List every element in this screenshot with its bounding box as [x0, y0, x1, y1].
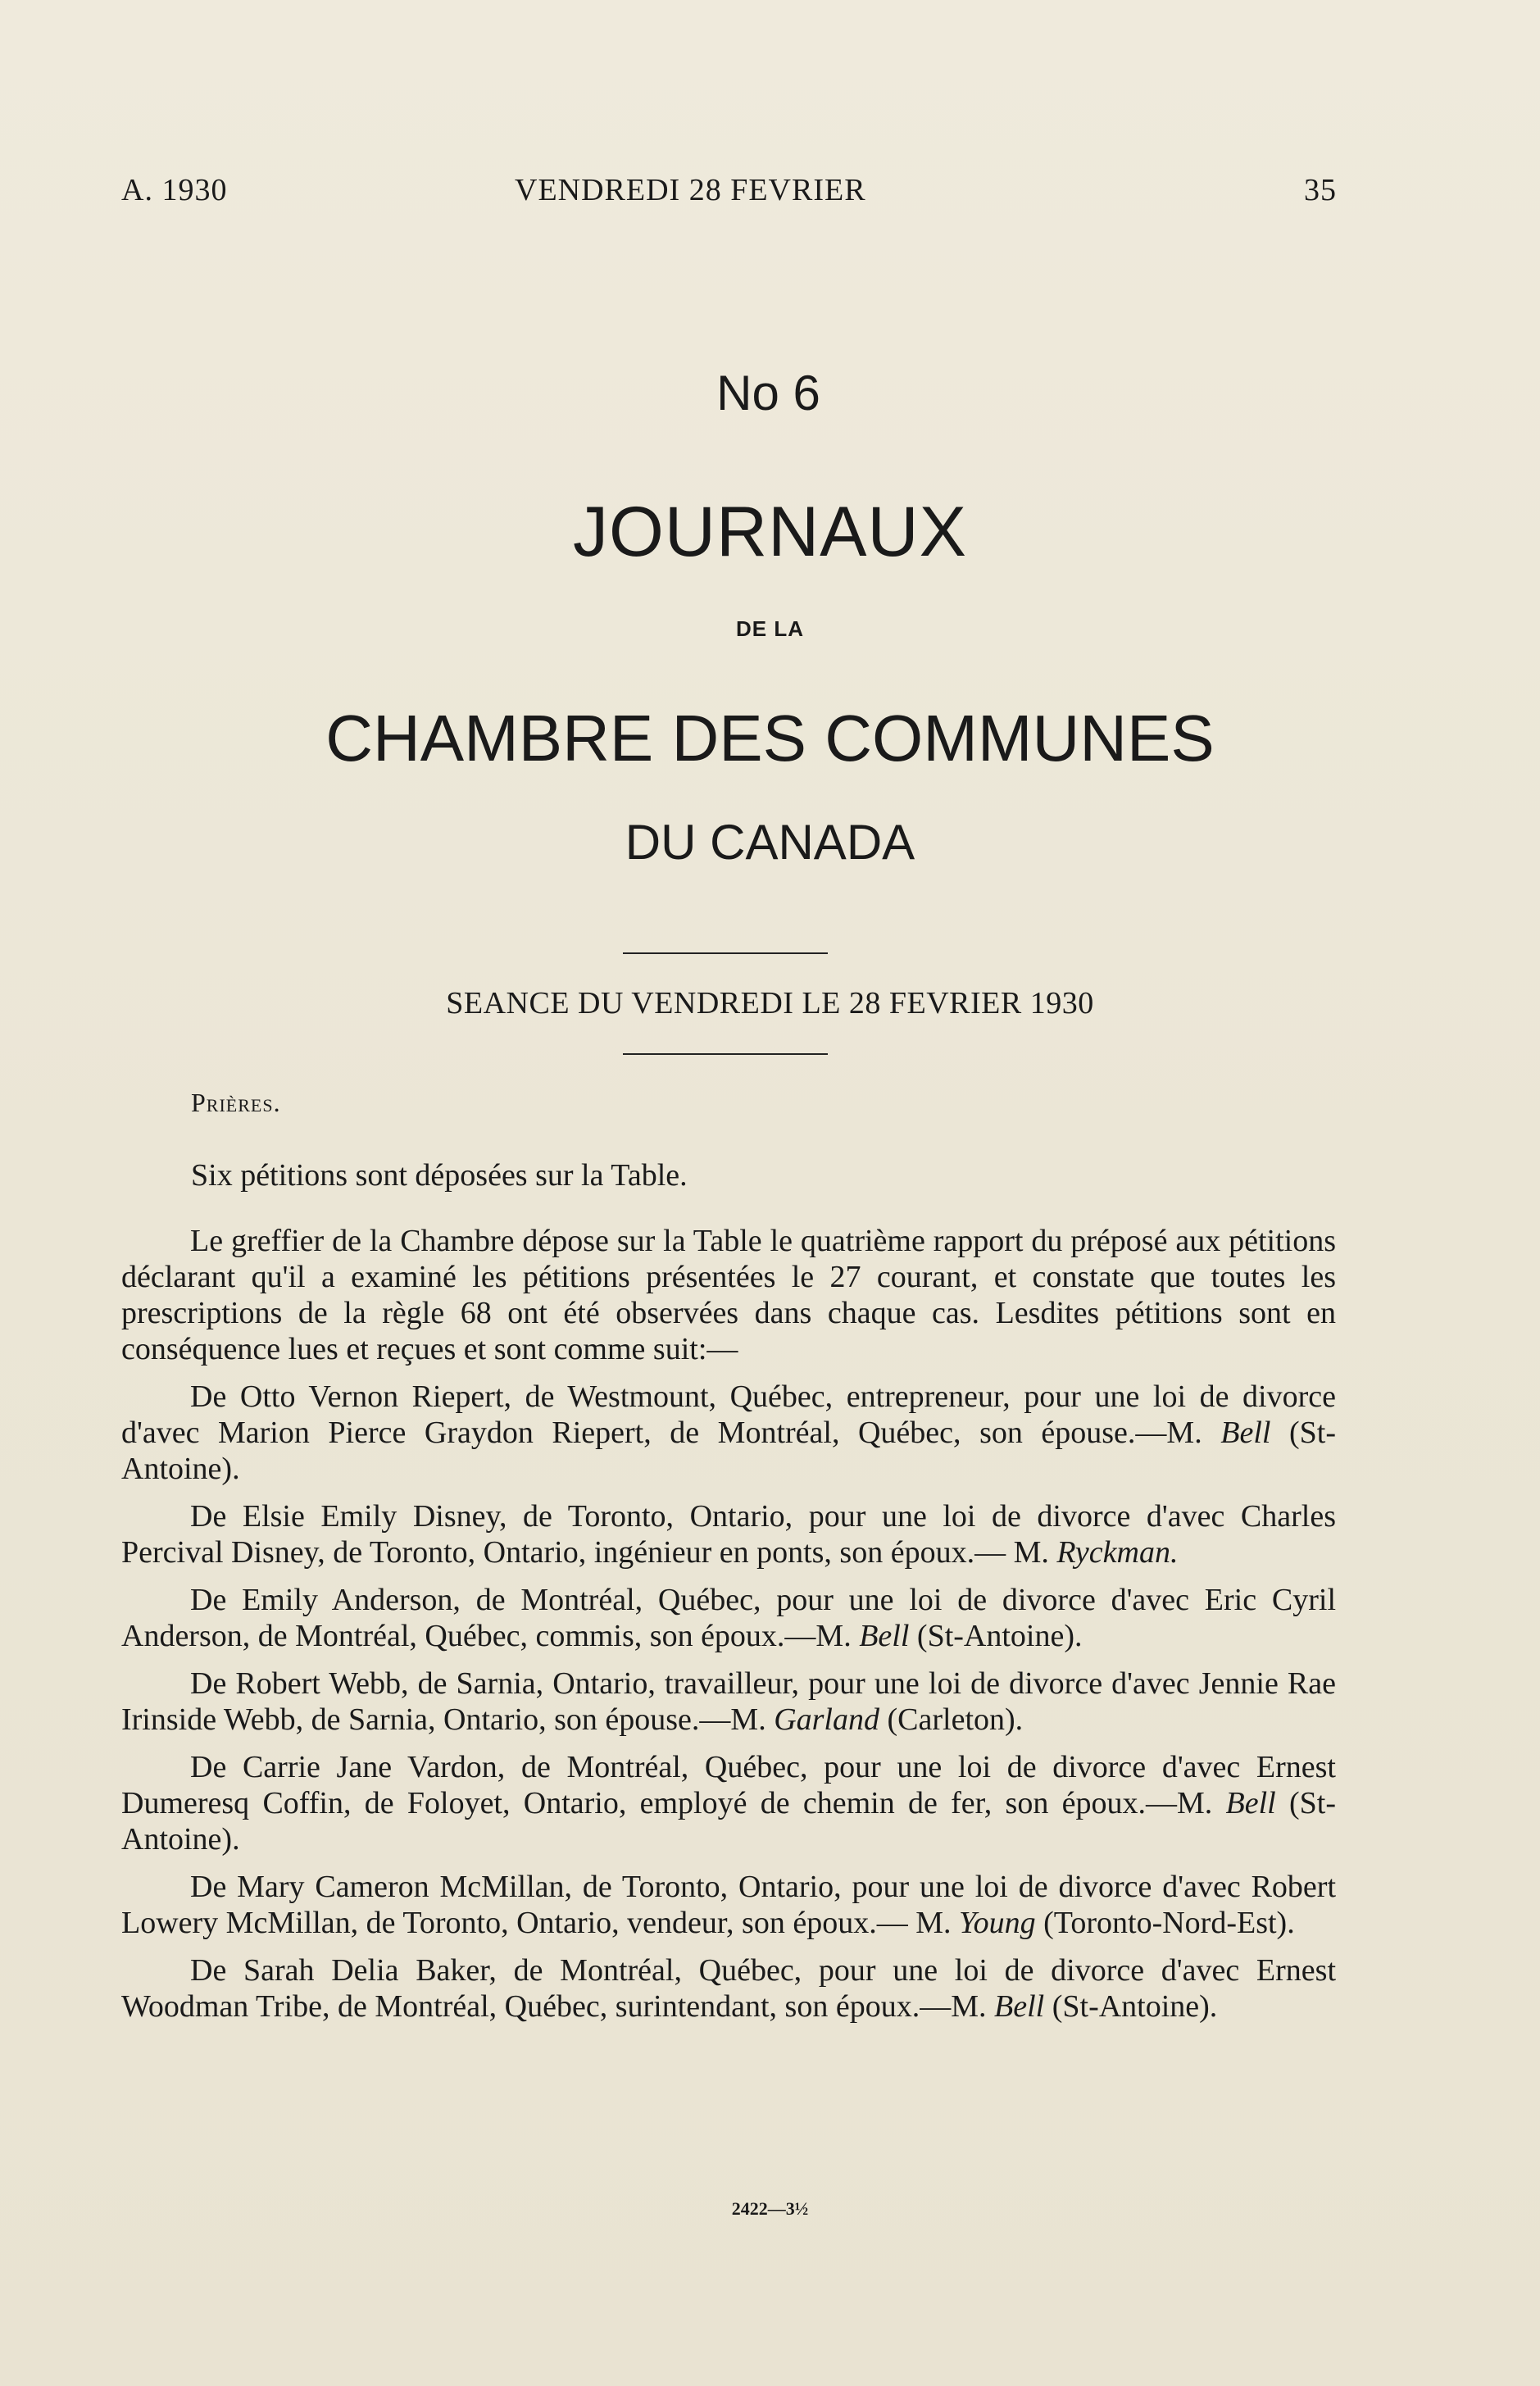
petition-text: De Emily Anderson, de Montréal, Québec, pour une loi de divorce d'avec Eric Cyril Anderson, de Montréal, Québec, commis, son époux.—M. [121, 1583, 1336, 1653]
petition-item [121, 1582, 1336, 1654]
page-number: 35 [1304, 173, 1337, 207]
header-year: A. 1930 [121, 173, 228, 207]
petition-item [121, 1749, 1336, 1857]
petition-text: De Mary Cameron McMillan, de Toronto, Ontario, pour une loi de divorce d'avec Robert Lowery McMillan, de Toronto, Ontario, vendeur, son époux.— M. [121, 1870, 1336, 1940]
divider-bottom [623, 1053, 828, 1055]
petition-text: De Robert Webb, de Sarnia, Ontario, travailleur, pour une loi de divorce d'avec Jennie Rae Irinside Webb, de Sarnia, Ontario, son épouse.—M. [121, 1666, 1336, 1737]
chamber-title: CHAMBRE DES COMMUNES [325, 702, 1215, 775]
petitions-tabled: Six pétitions sont déposées sur la Table. [191, 1158, 688, 1193]
journal-title: JOURNAUX [572, 493, 968, 571]
country-title: DU CANADA [625, 815, 915, 870]
petition-item [121, 1952, 1336, 2025]
petition-item [121, 1666, 1336, 1738]
title-connector: DE LA [736, 616, 804, 641]
prayers-heading: Prières. [191, 1088, 281, 1117]
petition-riding: (Carleton). [879, 1702, 1024, 1737]
petition-text: De Elsie Emily Disney, de Toronto, Ontario, pour une loi de divorce d'avec Charles Percival Disney, de Toronto, Ontario, ingénieur en ponts, son époux.— M. [121, 1499, 1336, 1570]
petition-riding: (St-Antoine). [1044, 1989, 1218, 2024]
header-date: VENDREDI 28 FEVRIER [515, 173, 866, 207]
body-text [121, 1223, 1336, 2036]
petition-riding: (St-Antoine). [121, 1786, 1336, 1857]
printer-signature: 2422—3½ [731, 2198, 809, 2219]
petition-riding: (Toronto-Nord-Est). [1035, 1906, 1295, 1940]
petition-member: Bell [1225, 1786, 1276, 1820]
running-header [121, 172, 1337, 213]
petition-text: De Sarah Delia Baker, de Montréal, Québec, pour une loi de divorce d'avec Ernest Woodman Tribe, de Montréal, Québec, surintendant, son époux.—M. [121, 1953, 1336, 2024]
petition-member: Bell [994, 1989, 1045, 2024]
divider-top [623, 952, 828, 954]
petition-text: De Otto Vernon Riepert, de Westmount, Québec, entrepreneur, pour une loi de divorce d'avec Marion Pierce Graydon Riepert, de Montréal, Québec, son épouse.—M. [121, 1379, 1336, 1450]
session-heading: SEANCE DU VENDREDI LE 28 FEVRIER 1930 [446, 986, 1094, 1020]
petition-member: Young [959, 1906, 1036, 1940]
petition-riding: (St-Antoine). [909, 1619, 1083, 1653]
petition-item [121, 1498, 1336, 1570]
petition-item [121, 1379, 1336, 1487]
petition-member: Bell [1220, 1416, 1271, 1450]
petition-member: Bell [859, 1619, 910, 1653]
issue-number: No 6 [716, 366, 820, 420]
clerk-report-paragraph: Le greffier de la Chambre dépose sur la Table le quatrième rapport du préposé aux pétitions déclarant qu'il a examiné les pétitions présentées le 27 courant, et constate que toutes les prescriptions de la règle 68 ont été observées dans chaque cas. Lesdites pétitions sont en conséquence lues et reçues et sont comme suit:— [121, 1224, 1336, 1366]
petition-member: Garland [774, 1702, 879, 1737]
petition-text: De Carrie Jane Vardon, de Montréal, Québec, pour une loi de divorce d'avec Ernest Dumeresq Coffin, de Foloyet, Ontario, employé de chemin de fer, son époux.—M. [121, 1750, 1336, 1820]
petition-member: Ryckman. [1056, 1535, 1179, 1570]
petition-riding: (St-Antoine). [121, 1416, 1336, 1486]
petition-item [121, 1869, 1336, 1941]
